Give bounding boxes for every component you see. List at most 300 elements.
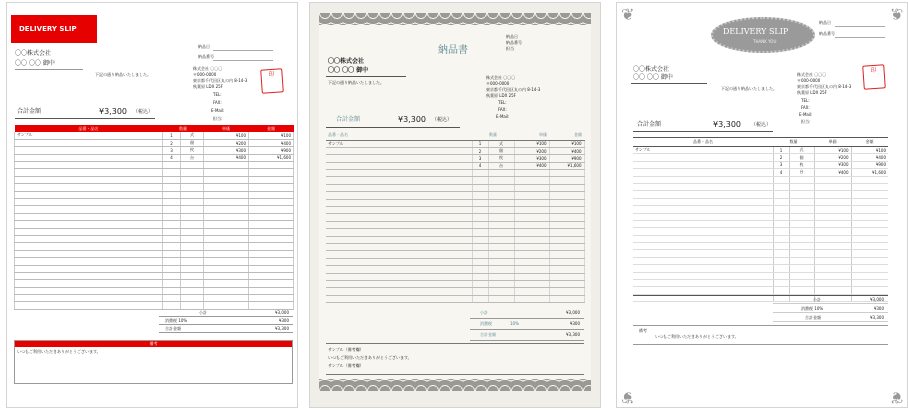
table-cell <box>773 235 789 242</box>
table-cell: ¥900 <box>549 155 584 162</box>
table-cell <box>814 265 851 272</box>
table-row <box>326 184 584 191</box>
table-row <box>633 220 888 227</box>
summary-value: ¥300 <box>873 306 884 311</box>
table-row <box>15 184 294 191</box>
table-cell <box>181 250 204 257</box>
table-cell: 2 <box>163 139 181 146</box>
table-cell <box>249 250 294 257</box>
table-row <box>633 147 888 154</box>
table-cell <box>773 213 789 220</box>
table-cell <box>851 235 888 242</box>
table-cell <box>15 250 163 257</box>
meta-number: 納品番号 <box>506 40 522 45</box>
table-cell <box>789 250 814 257</box>
table-cell <box>15 139 163 146</box>
table-cell <box>204 295 249 302</box>
delivery-slip-grey-template[interactable] <box>616 2 908 408</box>
table-cell <box>488 251 514 258</box>
table-cell <box>814 243 851 250</box>
column-header: 数量 <box>472 131 514 140</box>
table-row <box>326 140 584 147</box>
table-cell <box>204 221 249 228</box>
table-cell <box>472 229 488 236</box>
sender-postal: 〒000-0000 <box>797 78 821 83</box>
table-row <box>633 206 888 213</box>
table-cell <box>814 257 851 264</box>
table-row <box>633 191 888 198</box>
table-cell <box>773 243 789 250</box>
table-cell: 1 <box>773 147 789 154</box>
table-cell <box>549 288 584 295</box>
items-table <box>14 125 294 310</box>
lace-border-top <box>319 13 591 25</box>
table-cell: ¥300 <box>814 161 851 168</box>
table-row <box>633 228 888 235</box>
table-row <box>633 235 888 242</box>
table-cell: 式 <box>488 140 514 147</box>
summary-value: ¥3,000 <box>275 310 289 315</box>
table-cell <box>549 177 584 184</box>
table-cell <box>633 228 773 235</box>
delivery-slip-red-template[interactable] <box>6 2 298 408</box>
column-header: 金額 <box>549 131 584 140</box>
table-cell <box>326 199 472 206</box>
table-row <box>326 221 584 228</box>
summary-value: ¥3,300 <box>870 315 884 320</box>
meta-line <box>835 37 885 38</box>
table-row <box>15 169 294 176</box>
table-cell <box>488 280 514 287</box>
table-row <box>326 147 584 154</box>
sender-fax: FAX: <box>801 105 810 110</box>
table-cell <box>789 280 814 287</box>
table-cell <box>163 228 181 235</box>
table-cell <box>326 251 472 258</box>
table-cell <box>851 272 888 279</box>
table-cell <box>789 183 814 190</box>
table-cell <box>789 265 814 272</box>
table-cell <box>163 213 181 220</box>
summary-label: 合計金額 <box>805 315 821 320</box>
table-row <box>326 162 584 169</box>
table-cell <box>326 236 472 243</box>
sender-email: E-Mail: <box>799 112 813 117</box>
table-row <box>15 280 294 287</box>
table-cell <box>204 243 249 250</box>
tax-note: （税込） <box>432 117 453 123</box>
table-cell <box>15 169 163 176</box>
table-cell <box>514 207 549 214</box>
sender-building: 秋葉原 LDX 25F <box>486 93 516 98</box>
table-cell <box>514 295 549 302</box>
sender-name: 株式会社 〇〇〇 <box>486 75 516 80</box>
summary-row <box>470 308 584 319</box>
table-cell <box>851 250 888 257</box>
total-underline <box>633 131 773 132</box>
summary-row <box>159 317 293 325</box>
table-cell <box>163 243 181 250</box>
table-cell <box>549 199 584 206</box>
table-cell <box>514 266 549 273</box>
table-cell <box>633 176 773 183</box>
table-cell <box>181 184 204 191</box>
table-cell <box>204 213 249 220</box>
table-cell <box>15 206 163 213</box>
table-cell <box>181 176 204 183</box>
sender-fax: FAX: <box>498 107 507 112</box>
summary-label: 消費税 10% <box>165 318 188 323</box>
table-cell <box>814 191 851 198</box>
total-underline <box>15 118 155 119</box>
table-cell <box>15 280 163 287</box>
table-cell <box>163 235 181 242</box>
table-cell <box>488 288 514 295</box>
table-cell <box>15 199 163 206</box>
table-cell: ¥1,600 <box>851 169 888 176</box>
document-title: 納品書 <box>438 45 468 56</box>
table-cell <box>851 280 888 287</box>
table-cell: 式 <box>181 132 204 139</box>
table-cell <box>773 206 789 213</box>
client-company: 〇〇株式会社 <box>633 66 670 73</box>
summary-label: 消費税 10% <box>801 306 824 311</box>
table-cell <box>15 302 163 309</box>
table-cell <box>472 251 488 258</box>
table-cell <box>814 272 851 279</box>
table-row <box>15 199 294 206</box>
table-cell <box>633 280 773 287</box>
table-cell <box>181 287 204 294</box>
tax-note: （税込） <box>133 109 154 115</box>
delivery-slip-beige-template[interactable] <box>309 2 601 408</box>
table-cell <box>204 228 249 235</box>
table-cell <box>181 272 204 279</box>
table-cell: ¥400 <box>851 154 888 161</box>
table-cell <box>249 169 294 176</box>
table-cell <box>851 206 888 213</box>
corner-ornament-icon: ❦ <box>621 5 635 24</box>
table-cell <box>181 258 204 265</box>
summary-value: ¥3,300 <box>566 332 580 337</box>
table-cell <box>181 235 204 242</box>
table-cell <box>326 170 472 177</box>
table-cell <box>249 265 294 272</box>
total-value: ¥3,300 <box>99 107 127 116</box>
table-cell <box>472 207 488 214</box>
table-cell <box>326 207 472 214</box>
table-cell <box>163 295 181 302</box>
table-cell <box>549 295 584 302</box>
table-cell <box>814 235 851 242</box>
table-cell <box>326 266 472 273</box>
table-cell <box>15 235 163 242</box>
meta-line <box>213 50 273 51</box>
table-cell: ¥400 <box>549 147 584 154</box>
table-cell <box>249 191 294 198</box>
column-header: 品番・品名 <box>633 138 773 147</box>
table-cell <box>204 287 249 294</box>
table-row <box>326 236 584 243</box>
table-row <box>15 162 294 169</box>
table-cell <box>249 258 294 265</box>
table-cell: サンプル <box>326 140 472 147</box>
table-cell: ¥100 <box>249 132 294 139</box>
meta-date: 納品日 <box>198 44 210 49</box>
table-cell <box>488 199 514 206</box>
table-row <box>326 273 584 280</box>
table-cell <box>549 236 584 243</box>
table-cell <box>181 213 204 220</box>
table-cell <box>789 243 814 250</box>
table-cell <box>633 169 773 176</box>
table-cell <box>204 272 249 279</box>
table-row <box>15 243 294 250</box>
table-cell <box>633 265 773 272</box>
table-cell <box>472 192 488 199</box>
table-cell <box>488 170 514 177</box>
table-cell: ¥1,600 <box>549 162 584 169</box>
sender-tel: TEL: <box>213 92 222 97</box>
table-cell <box>163 184 181 191</box>
table-cell <box>204 250 249 257</box>
table-cell <box>472 214 488 221</box>
table-cell <box>326 280 472 287</box>
table-cell <box>181 265 204 272</box>
table-cell <box>514 243 549 250</box>
column-header: 数量 <box>773 138 814 147</box>
table-cell <box>15 176 163 183</box>
sender-name: 株式会社 〇〇〇 <box>797 72 827 77</box>
total-value: ¥3,300 <box>713 120 741 129</box>
table-cell <box>15 213 163 220</box>
company-seal-stamp: 印 <box>260 68 284 93</box>
summary-label: 合計金額 <box>480 332 496 337</box>
table-cell <box>814 228 851 235</box>
table-cell: ¥200 <box>204 139 249 146</box>
table-cell <box>181 162 204 169</box>
table-cell <box>472 295 488 302</box>
table-cell <box>773 183 789 190</box>
table-cell: 3 <box>472 155 488 162</box>
table-cell <box>789 257 814 264</box>
table-cell <box>789 198 814 205</box>
table-cell <box>326 273 472 280</box>
table-cell <box>249 162 294 169</box>
table-cell <box>163 250 181 257</box>
table-cell <box>163 221 181 228</box>
table-cell <box>514 288 549 295</box>
table-cell <box>851 176 888 183</box>
sender-tel: TEL: <box>498 100 507 105</box>
table-cell: 個 <box>181 139 204 146</box>
table-header-row <box>633 138 888 147</box>
table-cell <box>181 199 204 206</box>
table-cell <box>851 243 888 250</box>
table-row <box>326 177 584 184</box>
table-cell <box>326 162 472 169</box>
table-cell <box>326 155 472 162</box>
table-row <box>633 287 888 294</box>
table-row <box>326 280 584 287</box>
table-cell: ¥300 <box>204 147 249 154</box>
table-cell: 2 <box>773 154 789 161</box>
table-cell <box>204 280 249 287</box>
sender-staff: 担当: <box>801 119 811 124</box>
table-cell <box>514 221 549 228</box>
summary-label: 小計 <box>199 310 207 315</box>
table-cell <box>514 251 549 258</box>
table-cell <box>181 169 204 176</box>
table-cell <box>633 183 773 190</box>
table-cell <box>773 272 789 279</box>
table-row <box>326 207 584 214</box>
summary-rate: 10% <box>510 321 519 326</box>
meta-date: 納品日 <box>506 34 518 39</box>
table-row <box>633 183 888 190</box>
summary-label: 合計金額 <box>165 326 181 331</box>
table-cell: ¥900 <box>851 161 888 168</box>
table-row <box>326 251 584 258</box>
table-cell <box>15 258 163 265</box>
meta-line <box>213 60 273 61</box>
table-row <box>15 258 294 265</box>
items-table <box>326 131 585 303</box>
table-cell <box>789 213 814 220</box>
table-cell: ¥200 <box>514 147 549 154</box>
table-cell <box>181 243 204 250</box>
table-cell <box>814 220 851 227</box>
table-cell: 枚 <box>488 155 514 162</box>
table-row <box>326 266 584 273</box>
intro-text: 下記の通り納品いたしました。 <box>721 86 777 91</box>
table-row <box>633 176 888 183</box>
recipient-underline <box>631 83 707 84</box>
table-cell: ¥400 <box>204 154 249 161</box>
remarks-label: 備考 <box>639 328 647 333</box>
table-cell <box>773 176 789 183</box>
table-cell <box>249 295 294 302</box>
table-cell <box>15 184 163 191</box>
remarks-label: 備考 <box>15 341 292 347</box>
table-cell <box>633 161 773 168</box>
table-cell <box>163 162 181 169</box>
table-row <box>15 191 294 198</box>
summary-value: ¥3,000 <box>870 297 884 302</box>
table-cell <box>633 220 773 227</box>
table-cell <box>472 273 488 280</box>
table-cell <box>633 235 773 242</box>
table-cell <box>549 229 584 236</box>
table-cell <box>163 191 181 198</box>
table-cell <box>163 258 181 265</box>
table-cell <box>326 214 472 221</box>
table-cell: ¥400 <box>814 169 851 176</box>
sender-fax: FAX: <box>213 100 222 105</box>
table-cell <box>204 191 249 198</box>
table-cell <box>15 221 163 228</box>
table-cell <box>633 257 773 264</box>
table-cell <box>326 184 472 191</box>
table-cell <box>472 280 488 287</box>
table-cell <box>472 288 488 295</box>
meta-number: 納品番号 <box>198 54 214 59</box>
table-cell <box>15 243 163 250</box>
table-cell <box>814 213 851 220</box>
table-row <box>633 280 888 287</box>
table-row <box>633 265 888 272</box>
table-cell <box>181 280 204 287</box>
table-cell: 個 <box>789 154 814 161</box>
table-cell <box>204 265 249 272</box>
table-row <box>15 265 294 272</box>
note-line: いつもご利用いただきありがとうございます。 <box>328 355 412 360</box>
badge-medallion <box>711 17 815 53</box>
table-cell <box>204 235 249 242</box>
sender-address: 東京都千代田区丸の内 8-14-3 <box>193 78 248 83</box>
table-row <box>633 154 888 161</box>
table-cell <box>488 243 514 250</box>
table-cell <box>204 206 249 213</box>
table-cell <box>163 287 181 294</box>
table-cell <box>249 206 294 213</box>
client-recipient: 〇〇 〇〇 御中 <box>633 74 673 81</box>
table-cell <box>488 236 514 243</box>
table-cell <box>488 258 514 265</box>
tax-note: （税込） <box>751 122 772 128</box>
table-cell: サンプル <box>15 132 163 139</box>
table-cell: 台 <box>488 162 514 169</box>
table-row <box>633 257 888 264</box>
table-row <box>326 199 584 206</box>
table-cell <box>15 228 163 235</box>
table-cell <box>514 273 549 280</box>
table-header-row <box>15 125 294 132</box>
table-row <box>15 176 294 183</box>
table-cell <box>15 295 163 302</box>
summary-label: 消費税 <box>480 321 492 326</box>
table-cell <box>472 177 488 184</box>
table-cell: ¥400 <box>249 139 294 146</box>
total-underline <box>326 127 460 128</box>
table-cell: 枚 <box>789 161 814 168</box>
table-cell <box>204 169 249 176</box>
table-cell <box>181 191 204 198</box>
column-header: 金額 <box>851 138 888 147</box>
summary-value: ¥300 <box>569 321 580 326</box>
table-cell: ¥300 <box>514 155 549 162</box>
corner-ornament-icon: ❦ <box>889 5 903 24</box>
table-cell <box>163 265 181 272</box>
table-cell <box>15 154 163 161</box>
table-cell <box>472 258 488 265</box>
total-label: 合計金額 <box>336 116 361 123</box>
table-cell: 4 <box>472 162 488 169</box>
table-row <box>15 206 294 213</box>
table-cell <box>488 177 514 184</box>
intro-text: 下記の通り納品いたしました。 <box>95 72 151 77</box>
sender-name: 株式会社 〇〇〇 <box>193 66 223 71</box>
table-cell <box>851 287 888 294</box>
table-cell <box>249 199 294 206</box>
table-cell <box>249 287 294 294</box>
table-cell: 2 <box>472 147 488 154</box>
summary-row <box>773 304 888 313</box>
note-line: サンプル（備考欄） <box>328 347 364 352</box>
table-cell <box>789 235 814 242</box>
table-cell <box>549 251 584 258</box>
table-cell <box>15 191 163 198</box>
